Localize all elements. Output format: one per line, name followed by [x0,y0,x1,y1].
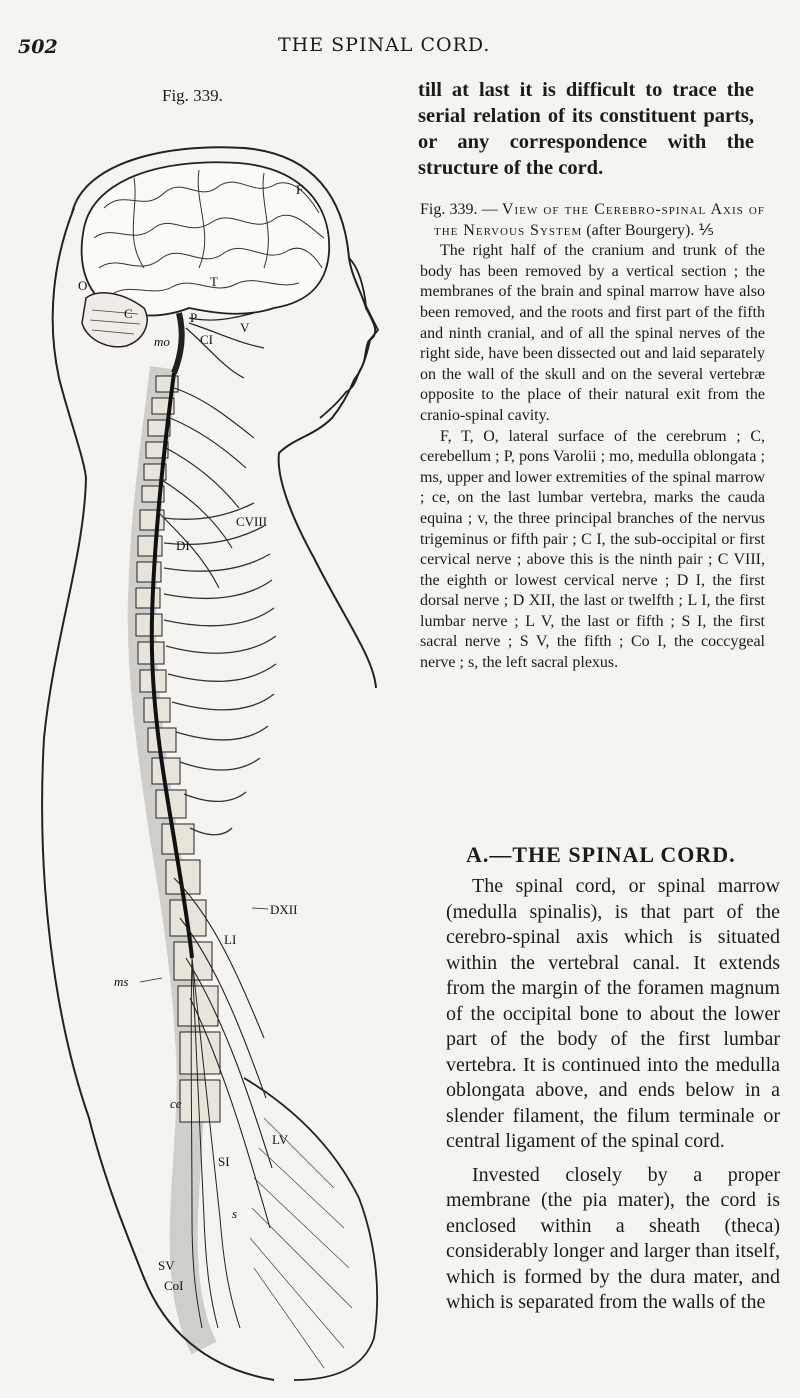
cerebro-spinal-illustration [14,118,414,1388]
label-mo: mo [154,334,170,349]
label-P: P [190,310,198,325]
label-CoI: CoI [164,1278,184,1293]
caption-title-text: View of the Cerebro-spinal Axis of the Nervous System [434,201,765,239]
caption-paragraph-1: The right half of the cranium and trunk of the body has been removed by a vertical section ; the membranes of the brain and spinal marrow have also been removed, and the roots and first part of the fifth and ninth cranial, and of all the spinal nerves of the right side, have been dissected out and laid separately on the wall of the skull and on the several vertebræ opposite to the place of their natural exit from the cranio-spinal cavity. [420,242,765,424]
label-V: V [240,320,250,335]
label-SI: SI [218,1154,230,1169]
label-ce: ce [170,1096,182,1111]
label-DI: DI [176,538,190,553]
label-SV: SV [158,1258,175,1273]
face-profile [320,258,378,418]
label-s: s [232,1206,238,1221]
label-O: O [78,278,88,293]
pelvis-outline [244,1078,377,1380]
body-paragraph-2: Invested closely by a proper membrane (the pia mater), the cord is enclosed within a sheath (theca) considerably longer and larger than itself, which is formed by the dura mater, and which is separated from the walls of the [446,1163,780,1313]
caption-title [420,200,765,241]
page-number: 502 [18,36,58,58]
brainstem [174,313,182,373]
figure-label: Fig. 339. [162,86,223,105]
label-F: F [296,182,304,197]
label-T: T [210,274,218,289]
figure-caption [420,200,765,674]
running-title: THE SPINAL CORD. [278,34,491,56]
intro-paragraph: till at last it is difficult to trace the serial relation of its constituent parts, or any correspondence with the structure of the cord. [418,79,754,179]
vertebrae [136,376,220,1122]
label-CI: CI [200,332,213,347]
label-CVIII: CVIII [236,514,268,529]
label-LI: LI [224,932,237,947]
section-heading: A.—THE SPINAL CORD. [466,842,736,867]
label-DXII: DXII [270,902,298,917]
body-paragraph-1: The spinal cord, or spinal marrow (medulla spinalis), is that part of the cerebro-spinal axis which is situated within the vertebral canal. It extends from the margin of the foramen magnum of the occipital bone to about the lower part of the body of the first lumbar vertebra. It is continued into the medulla oblongata above, and ends below in a slender filament, the filum terminale or central ligament of the spinal cord. [446,875,780,1152]
label-ms: ms [114,974,129,989]
caption-title-tail: (after Bourgery). ⅕ [582,221,714,239]
brain [82,162,330,315]
label-C: C [124,306,133,321]
section-body [446,874,780,1316]
caption-paragraph-2: F, T, O, lateral surface of the cerebrum ; C, cerebellum ; P, pons Varolii ; mo, medulla oblongata ; ms, upper and lower extremities of the spinal marrow ; ce, on the last lumbar vertebra, marks the cauda equina ; v, the three principal branches of the nervus trigeminus or fifth pair ; C I, the sub-occipital or first cervical nerve ; above this is the ninth pair ; C VIII, the eighth or lowest cervical nerve ; D I, the first dorsal nerve ; D XII, the last or twelfth ; L I, the first lumbar nerve ; L V, the last or fifth ; S I, the first sacral nerve ; S V, the fifth ; Co I, the coccygeal nerve ; s, the left sacral plexus. [420,427,765,672]
anatomical-figure [14,118,414,1388]
caption-fig-ref: Fig. 339. — [420,201,502,218]
label-LV: LV [272,1132,289,1147]
